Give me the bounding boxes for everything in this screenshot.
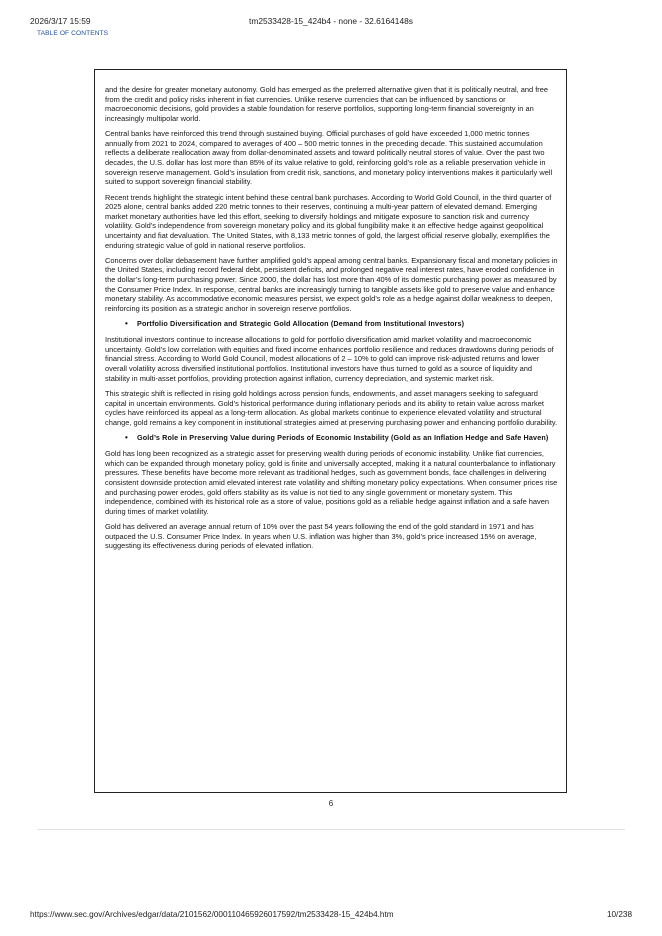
- body-paragraph: This strategic shift is reflected in rising gold holdings across pension funds, endowments, and asset managers seeking to safeguard capital in uncertain environments. Gold’s historical performance during inflationary periods and its ability to retain value across market cycles have reinforced its appeal as a long-term allocation. As global markets continue to experience elevated volatility and structural change, gold remains a key component in institutional strategies aimed at preserving purchasing power and enhancing portfolio durability.: [105, 389, 558, 427]
- print-datetime: 2026/3/17 15:59: [30, 16, 91, 26]
- body-paragraph: Gold has delivered an average annual return of 10% over the past 54 years following the end of the gold standard in 1971 and has outpaced the U.S. Consumer Price Index. In years when U.S. inflation was higher than 3%, gold’s price increased 15% on average, suggesting its effectiveness during periods of elevated inflation.: [105, 522, 537, 551]
- body-paragraph: and the desire for greater monetary autonomy. Gold has emerged as the preferred alternative given that it is politically neutral, and free from the credit and policy risks inherent in fiat currencies. Unlike reserve currencies that can be influenced by sanctions or macroeconomic decisions, gold provides a stable foundation for reserve portfolios, supporting long-term financial sovereignty in an increasingly multipolar world.: [105, 85, 549, 123]
- body-paragraph: Gold has long been recognized as a strategic asset for preserving wealth during periods of economic instability. Unlike fiat currencies, which can be expanded through monetary policy, gold is finite and universally accepted, making it a natural counterbalance to inflationary pressures. These benefits have become more relevant as traditional hedges, such as government bonds, face challenges in delivering consistent downside protection amid elevated interest rate volatility and shifting monetary policy expectations. When consumer prices rise and purchasing power erodes, gold offers stability as its value is not tied to any single government or monetary system. This independence, combined with its historical role as a store of value, positions gold as a reliable hedge against inflation and a safe haven during times of market volatility.: [105, 449, 558, 516]
- body-paragraph: Institutional investors continue to increase allocations to gold for portfolio diversification amid market volatility and macroeconomic uncertainty. Gold’s low correlation with equities and fixed income enhances portfolio resilience and reduces drawdowns during periods of financial stress. According to World Gold Council, modest allocations of 2 – 10% to gold can improve risk-adjusted returns and lower overall volatility across diversified institutional portfolios. Institutional investors have thus turned to gold as a source of liquidity and stability in multi-asset portfolios, providing protection against inflation, currency depreciation, and systemic market risk.: [105, 335, 554, 383]
- body-paragraph: Recent trends highlight the strategic intent behind these central bank purchases. According to World Gold Council, in the third quarter of 2025 alone, central banks added 220 metric tonnes to their reserves, continuing a multi-year pattern of elevated demand. Emerging market monetary authorities have led this effort, seeking to diversify holdings and mitigate exposure to sanction risk and currency volatility. Gold’s independence from sovereign monetary policy and its global fungibility make it an effective hedge against geopolitical uncertainty and fiat devaluation. The United States, with 8,133 metric tonnes of gold, the largest official reserve globally, exemplifies the enduring strategic value of gold in national reserve portfolios.: [105, 192, 552, 250]
- print-document-title: tm2533428-15_424b4 - none - 32.6164148s: [249, 16, 413, 26]
- section-heading-bullet: [105, 319, 558, 329]
- print-page-count: 10/238: [606, 910, 632, 919]
- body-paragraph: Central banks have reinforced this trend through sustained buying. Official purchases of gold have exceeded 1,000 metric tonnes annually from 2021 to 2024, compared to averages of 400 – 500 metric tonnes in the preceding decade. This sustained accumulation reflects a deliberate reallocation away from dollar-denominated assets and toward politically neutral stores of value. Over the past two decades, the U.S. dollar has lost more than 85% of its value relative to gold, reinforcing gold’s role as a reliable preservation vehicle in sovereign reserve management. Gold’s insulation from credit risk, sanctions, and monetary policy interventions makes it particularly well suited to support sovereign financial stability.: [105, 129, 553, 187]
- section-heading-text: Portfolio Diversification and Strategic Gold Allocation (Demand from Institutional Investors): [137, 319, 465, 329]
- section-heading-text: Gold’s Role in Preserving Value during Periods of Economic Instability (Gold as an Inflation Hedge and Safe Haven): [137, 433, 549, 443]
- bullet-glyph: •: [125, 433, 128, 443]
- bullet-glyph: •: [125, 319, 128, 329]
- page-number: 6: [328, 799, 334, 808]
- section-heading-bullet: [105, 433, 558, 443]
- page-divider: [37, 829, 625, 830]
- body-paragraph: Concerns over dollar debasement have further amplified gold’s appeal among central banks. Expansionary fiscal and monetary policies in the United States, including record federal debt, persistent deficits, and prolonged negative real interest rates, have eroded confidence in the dollar’s long-term purchasing power. Since 2000, the dollar has lost more than 40% of its domestic purchasing power as measured by the Consumer Price Index. In response, central banks are increasingly turning to tangible assets like gold to preserve value and enhance monetary stability. As accommodative economic measures persist, we expect gold’s role as a hedge against dollar weakness to deepen, reinforcing its position as a strategic anchor in sovereign reserve portfolios.: [105, 255, 558, 313]
- document-body: [105, 85, 558, 557]
- table-of-contents-link[interactable]: TABLE OF CONTENTS: [37, 30, 109, 37]
- print-source-url: https://www.sec.gov/Archives/edgar/data/2101562/000110465926017592/tm2533428-15_424b4.htm: [30, 910, 394, 919]
